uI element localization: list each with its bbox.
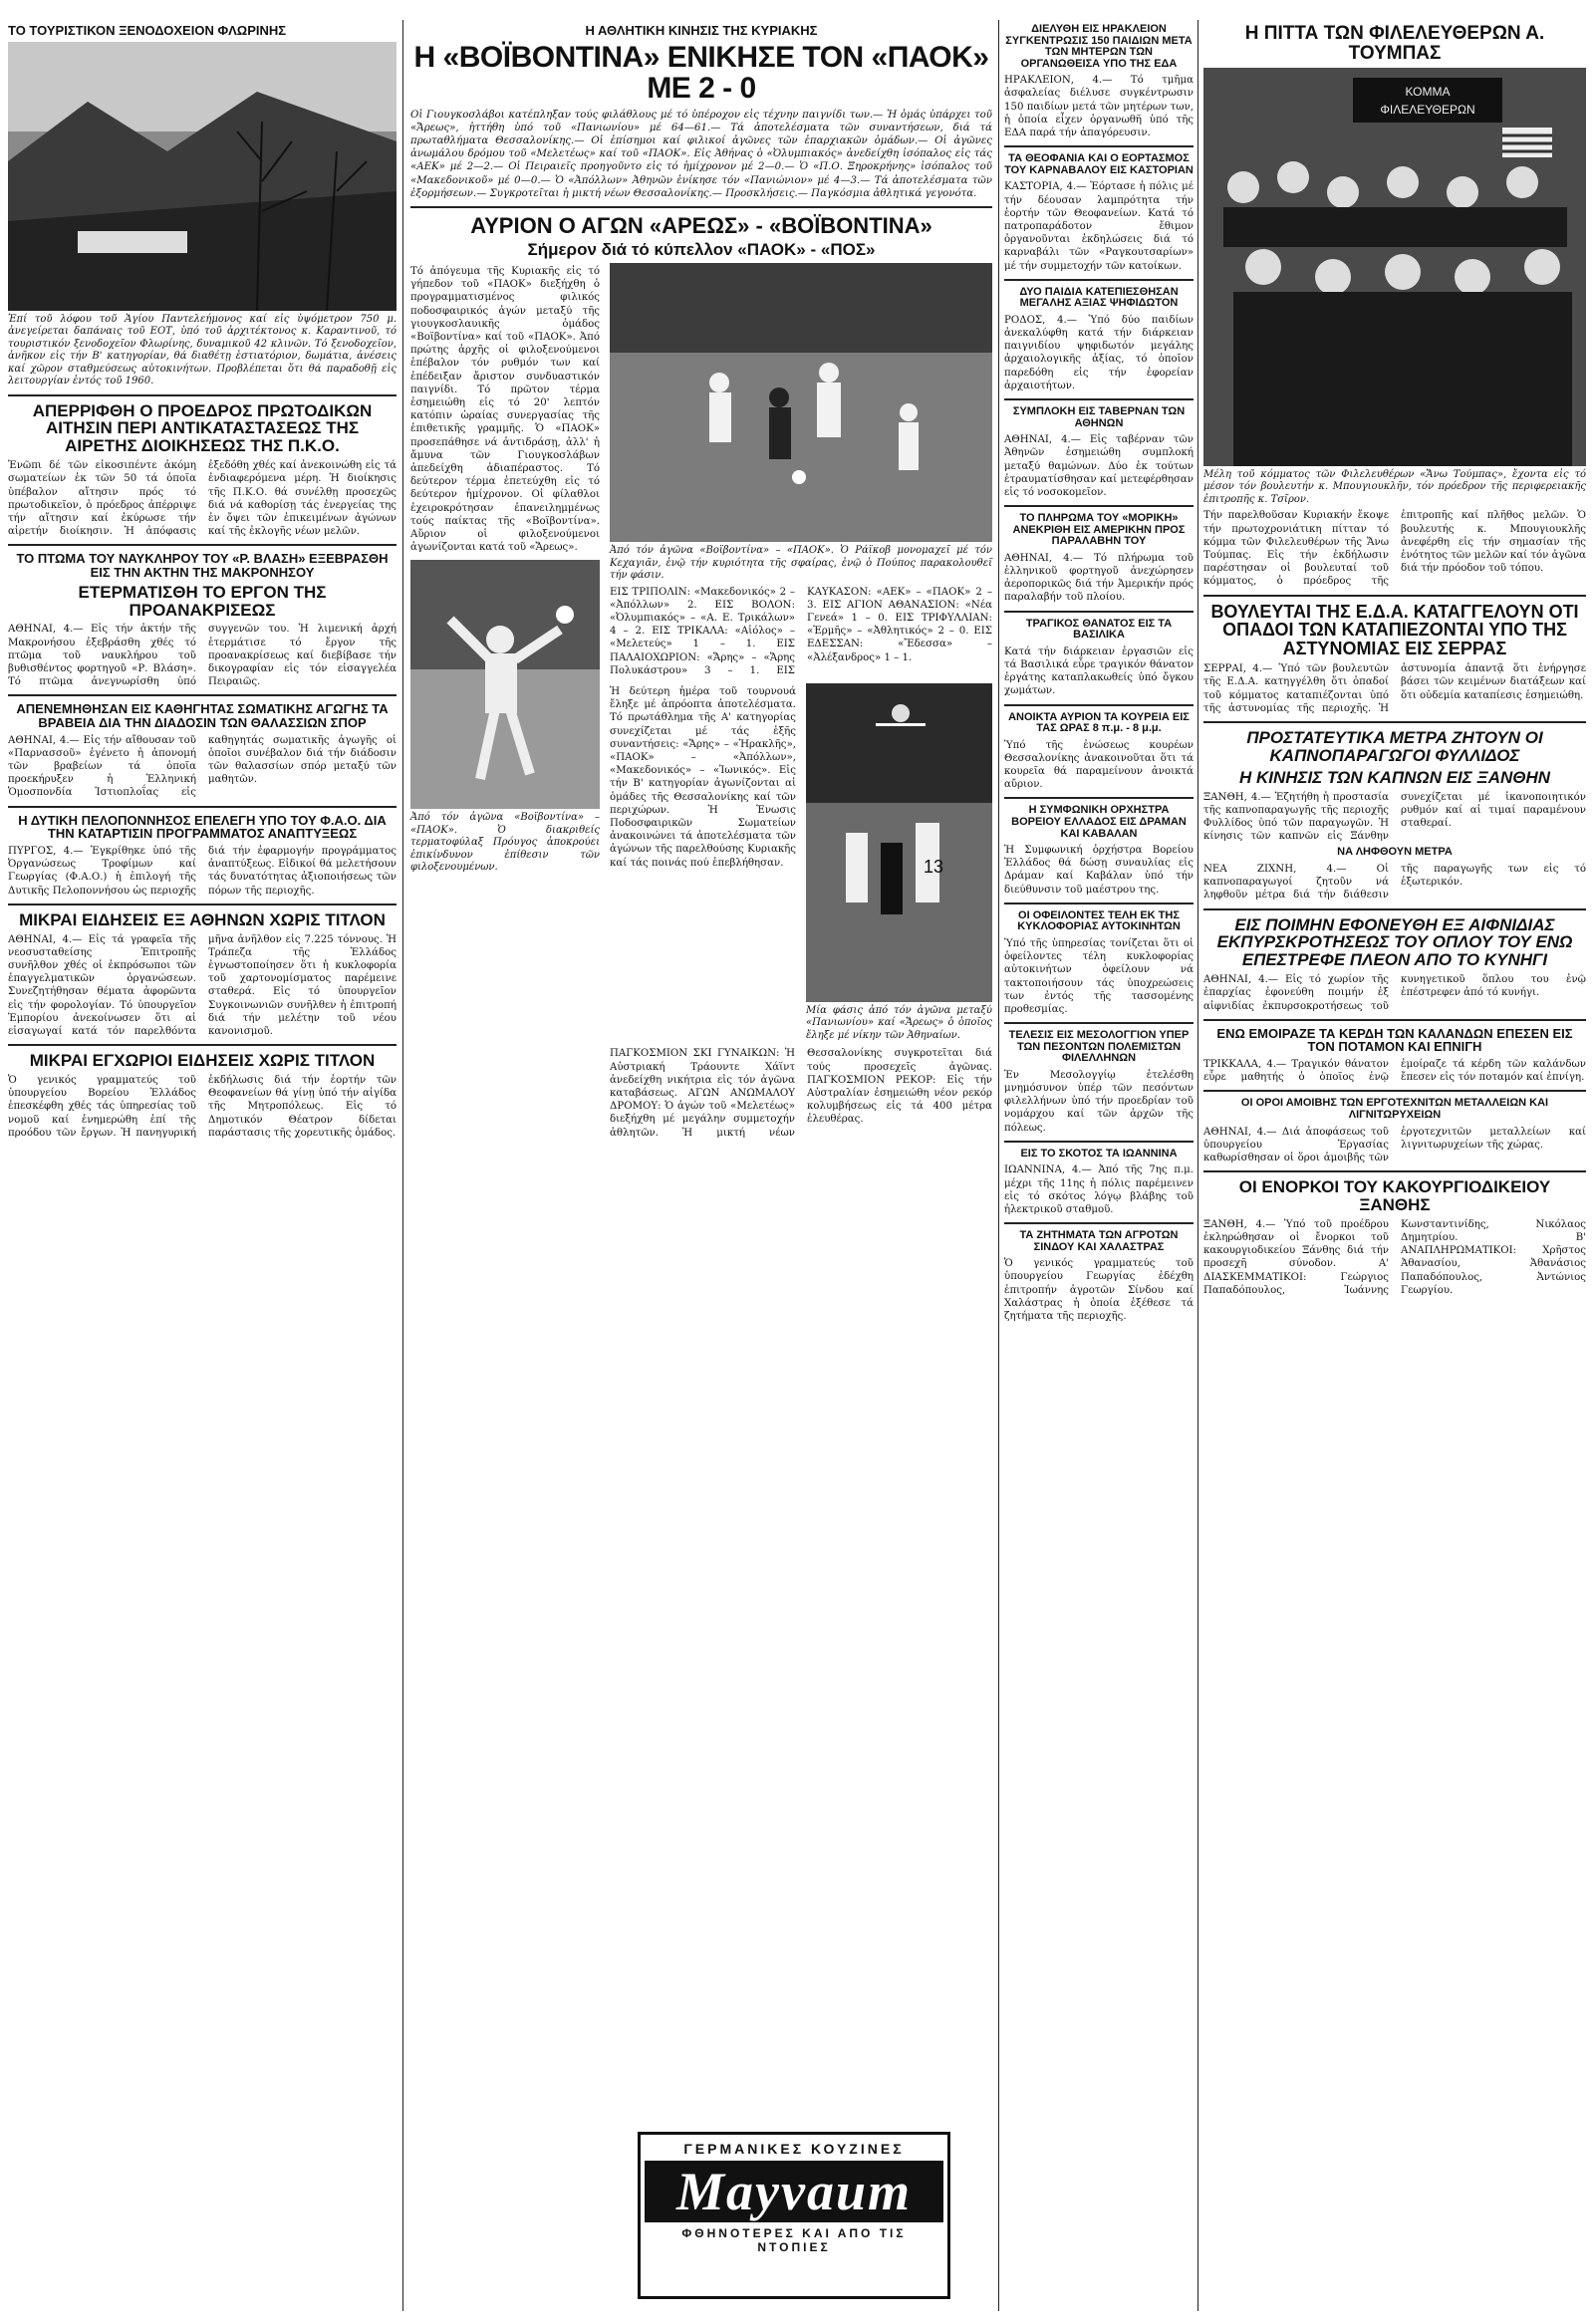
subheadline-investigation: ΕΤΕΡΜΑΤΙΣΘΗ ΤΟ ΕΡΓΟΝ ΤΗΣ ΠΡΟΑΝΑΚΡΙΣΕΩΣ — [78, 582, 327, 620]
article-crew: ΑΘΗΝΑΙ, 4.— Τό πλήρωμα τοῦ ἑλληνικοῦ φορτηγοῦ ἀνεχώρησεν ἀεροπορικῶς διά τήν Ἀμερικήν πρός παραλαβήν τοῦ πλοίου. — [1004, 552, 1194, 604]
article-ioannina: ΙΩΑΝΝΙΝΑ, 4.— Ἀπό τῆς 7ης π.μ. μέχρι τῆς 11ης ἡ πόλις παρέμεινεν εἰς τό σκότος λόγῳ βλάβης τοῦ ἠλεκτρικοῦ σταθμοῦ. — [1004, 1164, 1194, 1215]
photo-heading: ΤΟ ΤΟΥΡΙΣΤΙΚΟΝ ΞΕΝΟΔΟΧΕΙΟΝ ΦΛΩΡΙΝΗΣ — [8, 23, 287, 38]
match-photo-caption: Ἀπό τόν ἀγῶνα «Βοϊβοντίνα» – «ΠΑΟΚ». Ὁ Ράϊκοβ μονομαχεῖ μέ τόν Κεχαγιᾶν, ἐνῷ τήν κυριότητα τῆς σφαίρας, ἐνῷ ὁ Πούπος παρακολουθεῖ τήν φάσιν. — [610, 545, 992, 581]
article-mosaic: ΡΟΔΟΣ, 4.— Ὑπό δύο παιδίων ἀνεκαλύφθη κατά τήν διάρκειαν παιγνιδίου ψηφιδωτόν μεγάλης ἀρχαιολογικῆς ἀξίας, τό ὁποῖον παρεδόθη εἰς τήν ἐφορείαν ἀρχαιοτήτων. — [1004, 314, 1194, 391]
headline-jurors: ΟΙ ΕΝΟΡΚΟΙ ΤΟΥ ΚΑΚΟΥΡΓΙΟΔΙΚΕΙΟΥ ΞΑΝΘΗΣ — [1238, 1177, 1551, 1214]
sports-headline: Η «ΒΟΪΒΟΝΤΙΝΑ» ΕΝΙΚΗΣΕ ΤΟΝ «ΠΑΟΚ» ΜΕ 2 - 0 — [413, 40, 989, 106]
column-rule — [998, 20, 999, 2311]
article-tavern: ΑΘΗΝΑΙ, 4.— Εἰς ταβέρναν τῶν Ἀθηνῶν ἐσημειώθη συμπλοκή μεταξύ θαμώνων. Δύο ἐκ τούτων ἐτραυματίσθησαν καί μετεφέρθησαν εἰς τό νοσοκομεῖον. — [1004, 434, 1194, 498]
headline-local-briefs: ΜΙΚΡΑΙ ΕΓΧΩΡΙΟΙ ΕΙΔΗΣΕΙΣ ΧΩΡΙΣ ΤΙΤΛΟΝ — [29, 1051, 376, 1071]
headline-tragic-death: ΤΡΑΓΙΚΟΣ ΘΑΝΑΤΟΣ ΕΙΣ ΤΑ ΒΑΣΙΛΙΚΑ — [1025, 617, 1173, 642]
svg-text:ΚΟΜΜΑ: ΚΟΜΜΑ — [1405, 84, 1451, 99]
article-awards: ΑΘΗΝΑΙ, 4.— Εἰς τήν αἴθουσαν τοῦ «Παρνασσοῦ» ἐγένετο ἡ ἀπονομή τῶν βραβείων τά ὁποῖα προεκήρυξεν ἡ Ἑλληνική Ὁμοσπονδία Ἱστιοπλοΐας εἰς καθηγητάς σωματικῆς ἀγωγῆς οἱ ὁποῖοι συνέβαλον διά τήν διάδοσιν τῶν θαλασσίων σπόρ μεταξύ τῶν μαθητῶν. — [8, 734, 397, 799]
column-rule — [1197, 20, 1198, 2311]
headline-body-found: ΤΟ ΠΤΩΜΑ ΤΟΥ ΝΑΥΚΛΗΡΟΥ ΤΟΥ «Ρ. ΒΛΑΣΗ» ΕΞΕΒΡΑΣΘΗ ΕΙΣ ΤΗΝ ΑΚΤΗΝ ΤΗΣ ΜΑΚΡΟΝΗΣΟΥ — [16, 551, 389, 581]
article-river: ΤΡΙΚΚΑΛΑ, 4.— Τραγικόν θάνατον εὗρε μαθητής ὁ ὁποῖος ἐνῷ ἐμοίραζε τά κέρδη τῶν καλάνδων ἔπεσεν εἰς τόν ποταμόν καί ἐπνίγη. — [1203, 1059, 1586, 1084]
party-photo — [1203, 68, 1586, 466]
column-rule — [402, 20, 403, 2311]
svg-text:13: 13 — [924, 856, 944, 877]
match-photo — [610, 263, 992, 542]
sports-article-c: ΠΑΓΚΟΣΜΙΟΝ ΣΚΙ ΓΥΝΑΙΚΩΝ: Ἡ Αὐστριακή Τράουντε Χάϊντ ἀνεδείχθη νικήτρια εἰς τόν ἀγῶνα καταβάσεως. ΑΓΩΝ ΑΝΩΜΑΛΟΥ ΔΡΟΜΟΥ: Ὁ ἀγών τοῦ «Μελετέως» διεξήχθη μέ μεγάλην συμμετοχήν ἀθλητῶν. Ἡ μικτή νέων Θεσσαλονίκης συγκροτεῖται διά τούς προσεχεῖς ἀγῶνας. ΠΑΓΚΟΣΜΙΟΝ ΡΕΚΟΡ: Εἰς τήν Αὐστραλίαν ἐσημειώθη νέον ρεκόρ κολυμβήσεως εἰς τά 400 μέτρα ἐλευθέρας. — [610, 1048, 992, 1139]
sports-kicker: Η ΑΘΛΗΤΙΚΗ ΚΙΝΗΣΙΣ ΤΗΣ ΚΥΡΙΑΚΗΣ — [585, 23, 818, 38]
article-shepherd: ΑΘΗΝΑΙ, 4.— Εἰς τό χωρίον τῆς ἐπαρχίας ἐφονεύθη ποιμήν ἐξ αἰφνιδίας ἐκπυρσοκροτήσεως τοῦ κυνηγετικοῦ ὅπλου του ἐνῷ ἐπέστρεφεν ἀπό τό κυνήγι. — [1203, 974, 1586, 1012]
article-jurors: ΞΑΝΘΗ, 4.— Ὑπό τοῦ προέδρου ἐκληρώθησαν οἱ ἔνορκοι τοῦ κακουργιοδικείου Ξάνθης διά τήν προσεχῆ σύνοδον. Α' ΔΙΑΣΚΕΜΜΑΤΙΚΟΙ: Γεώργιος Παπαδόπουλος, Ἰωάννης Κωνσταντινίδης, Νικόλαος Δημητρίου. Β' ΑΝΑΠΛΗΡΩΜΑΤΙΚΟΙ: Χρῆστος Ἀθανασίου, Ἀθανάσιος Παπαδόπουλος, Ἀντώνιος Γεωργίου. — [1203, 1218, 1586, 1296]
headline-barbers: ΑΝΟΙΚΤΑ ΑΥΡΙΟΝ ΤΑ ΚΟΥΡΕΙΑ ΕΙΣ ΤΑΣ ΩΡΑΣ 8 π.μ. - 8 μ.μ. — [1008, 710, 1190, 735]
goalkeeper-photo-caption: Ἀπό τόν ἀγῶνα «Βοϊβοντίνα» – «ΠΑΟΚ». Ὁ διακριθείς τερματοφύλαξ Πρόυγος ἀποκρούει ἐπικίνδυνον ἐπίθεσιν τῶν φιλοξενουμένων. — [410, 812, 600, 874]
headline-heraklion: ΔΙΕΛΥΘΗ ΕΙΣ ΗΡΑΚΛΕΙΟΝ ΣΥΓΚΕΝΤΡΩΣΙΣ 150 ΠΑΙΔΙΩΝ ΜΕΤΑ ΤΩΝ ΜΗΤΕΡΩΝ ΤΩΝ ΟΡΓΑΝΩΘΕΙΣΑ ΥΠΟ ΤΗΣ ΕΔΑ — [1005, 23, 1193, 70]
article-farmers: Ὁ γενικός γραμματεύς τοῦ ὑπουργείου Γεωργίας ἐδέχθη ἐπιτροπήν ἀγροτῶν Σίνδου καί Χαλάστρας ἡ ὁποία ἐξέθεσε τά ζητήματα τῆς περιοχῆς. — [1004, 1258, 1194, 1323]
article-measures: ΝΕΑ ΖΙΧΝΗ, 4.— Οἱ καπνοπαραγωγοί ζητοῦν νά ληφθοῦν μέτρα διά τήν διάθεσιν τῆς παραγωγῆς των εἰς τό ἐξωτερικόν. — [1203, 863, 1586, 902]
svg-text:ΦΙΛΕΛΕΥΘΕΡΩΝ: ΦΙΛΕΛΕΥΘΕΡΩΝ — [1380, 102, 1475, 117]
article-heraklion: ΗΡΑΚΛΕΙΟΝ, 4.— Τό τμῆμα ἀσφαλείας διέλυσε συγκέντρωσιν 150 παιδίων μετά τῶν μητέρων των, ἡ ὁποία εἶχεν ὀργανωθῆ ὑπό τῆς ΕΔΑ παρά τήν ἀπαγόρευσιν. — [1004, 75, 1194, 138]
article-athens-briefs: ΑΘΗΝΑΙ, 4.— Εἰς τά γραφεῖα τῆς νεοσυσταθείσης Ἐπιτροπῆς συνῆλθον χθές οἱ ἐκπρόσωποι τῶν ἐπαγγελματικῶν ὀργανώσεων. Συνεζητήθησαν θέματα ἀφορῶντα εἰς τήν φορολογίαν. Τό ὑπουργεῖον Ἐμπορίου ἀνεκοίνωσεν ὅτι αἱ εἰσαγωγαί κατά τόν παρελθόντα μῆνα ἀνῆλθον εἰς 7.225 τόννους. Ἡ Τράπεζα τῆς Ἑλλάδος ἐγνωστοποίησεν ὅτι ἡ κυκλοφορία τοῦ χαρτονομίσματος παρέμεινε σταθερά. Εἰς τό ὑπουργεῖον Συγκοινωνιῶν συνῆλθεν ἡ ἐπιτροπή διά τήν μελέτην τοῦ νέου κανονισμοῦ. — [8, 933, 397, 1038]
article-mesolonghi: Ἐν Μεσολογγίῳ ἐτελέσθη μνημόσυνον ὑπέρ τῶν πεσόντων φιλελλήνων ὑπό τήν προεδρίαν τοῦ νομάρχου καί τῶν ἀρχῶν τῆς πόλεως. — [1004, 1069, 1194, 1134]
headline-pitta: Η ΠΙΤΤΑ ΤΩΝ ΦΙΛΕΛΕΥΘΕΡΩΝ Α. ΤΟΥΜΠΑΣ — [1244, 23, 1545, 64]
sports-lede: Οἱ Γιουγκοσλάβοι κατέπληξαν τούς φιλάθλους μέ τό ὑπέροχον εἰς τέχνην παιγνίδι των.— Ἡ ὁμάς ὑπάρχει τοῦ «Ἄρεως», ἡττήθη ὑπό τοῦ «Πανιωνίου» μέ 64—61.— Τά ἀποτελέσματα τῶν συναντήσεων, διά τά πρωταθλήματα Θεσσαλονίκης.— Οἱ ἐπίσημοι καί φιλικοί ἀγῶνες τῶν ἐπαρχιακῶν ὁμάδων.— Οἱ ἀγῶνες ἀνωμάλου δρόμου τοῦ «Μελετέως» καί τοῦ «ΠΑΟΚ». Εἰς Ἀθήνας ὁ «Ὀλυμπιακός» ἀνεδείχθη ἰσόπαλος εἰς τάς «ΑΕΚ» μέ 2—2.— Οἱ Πειραιεῖς προηγοῦντο εἰς τό ἡμίχρονον μέ 2—0.— Ὁ «Π.Ο. Ξηροκρήνης» ἰσόπαλος τοῦ «Μακεδονικοῦ» μέ 0—0.— Ὁ «Ἀπόλλων» Ἀθηνῶν ἐνίκησε τόν «Πανιώνιον» μέ 4—3.— Τά ἀποτελέσματα τῶν ἐξορμήσεων.— Συγκροτεῖται ἡ μικτή νέων Θεσσαλονίκης.— Προσκλήσεις.— Παγκόσμια ἀθλητικά γεγονότα. — [410, 109, 992, 199]
sports-deck: Σήμερον διά τό κύπελλον «ΠΑΟΚ» - «ΠΟΣ» — [527, 240, 876, 260]
headline-fao: Η ΔΥΤΙΚΗ ΠΕΛΟΠΟΝΝΗΣΟΣ ΕΠΕΛΕΓΗ ΥΠΟ ΤΟΥ Φ.Α.Ο. ΔΙΑ ΤΗΝ ΚΑΤΑΡΤΙΣΙΝ ΠΡΟΓΡΑΜΜΑΤΟΣ ΑΝΑΠΤΥΞΕΩΣ — [18, 812, 387, 842]
article-body-found: ΑΘΗΝΑΙ, 4.— Εἰς τήν ἀκτήν τῆς Μακρονήσου ἐξεβράσθη χθές τό πτῶμα τοῦ ναυκλήρου τοῦ βυθισθέντος φορτηγοῦ «Ρ. Βλάση». Τό πτῶμα ἀνεγνωρίσθη ὑπό συγγενῶν του. Ἡ λιμενική ἀρχή ἐτερμάτισε τό ἔργον τῆς προανακρίσεως καί διεβίβασε τήν δικογραφίαν εἰς τόν εἰσαγγελέα Πειραιῶς. — [8, 624, 397, 688]
hotel-photo-caption: Ἐπί τοῦ λόφου τοῦ Ἁγίου Παντελεήμονος καί εἰς ὑψόμετρον 750 μ. ἀνεγείρεται δαπάναις τοῦ ΕΟΤ, ὑπό τοῦ ἀρχιτέκτονος κ. Καραντινοῦ, τό τουριστικόν ξενοδοχεῖον Φλωρίνης, δυναμικοῦ 42 κλινῶν. Τό ξενοδοχεῖον, ἀνῆκον εἰς τήν Β' κατηγορίαν, θά διαθέτῃ ἑστιατόριον, δωμάτια, ἀνέσεις καί χῶρον σταθμεύσεως αὐτοκινήτων. Προβλέπεται ὅτι θά παραδοθῇ εἰς λειτουργίαν ἐντός τοῦ 1960. — [8, 313, 397, 387]
article-road-tax: Ὑπό τῆς ὑπηρεσίας τονίζεται ὅτι οἱ ὀφείλοντες τέλη κυκλοφορίας αὐτοκινήτων ὀφείλουν νά τακτοποιήσουν τάς ὑποχρεώσεις των ἐντός τῆς τασσομένης προθεσμίας. — [1004, 937, 1194, 1015]
headline-tavern: ΣΥΜΠΛΟΚΗ ΕΙΣ ΤΑΒΕΡΝΑΝ ΤΩΝ ΑΘΗΝΩΝ — [1012, 405, 1186, 429]
headline-court: ΑΠΕΡΡΙΦΘΗ Ο ΠΡΟΕΔΡΟΣ ΠΡΩΤΟΔΙΚΩΝ ΑΙΤΗΣΙΝ ΠΕΡΙ ΑΝΤΙΚΑΤΑΣΤΑΣΕΩΣ ΤΗΣ ΑΙΡΕΤΗΣ ΔΙΟΙΚΗΣΕΩΣ ΤΗΣ Π.Κ.Ο. — [32, 400, 373, 456]
article-orchestra: Ἡ Συμφωνική ὀρχήστρα Βορείου Ἑλλάδος θά δώσῃ συναυλίας εἰς Δράμαν καί Καβάλαν ὑπό τήν διεύθυνσιν τοῦ μαέστρου της. — [1004, 845, 1194, 896]
article-miners: ΑΘΗΝΑΙ, 4.— Διά ἀποφάσεως τοῦ ὑπουργείου Ἐργασίας καθωρίσθησαν οἱ ὅροι ἀμοιβῆς τῶν ἐργοτεχνιτῶν μεταλλείων καί λιγνιτωρυχείων τῆς χώρας. — [1203, 1126, 1586, 1163]
hotel-photo — [8, 42, 397, 311]
headline-mosaic: ΔΥΟ ΠΑΙΔΙΑ ΚΑΤΕΠΙΕΣΘΗΣΑΝ ΜΕΓΑΛΗΣ ΑΞΙΑΣ ΨΗΦΙΔΩΤΟΝ — [1019, 285, 1179, 310]
ad-top-line: ΓΕΡΜΑΝΙΚΕΣ ΚΟΥΖΙΝΕΣ — [683, 2141, 905, 2157]
headline-measures: ΝΑ ΛΗΦΘΟΥΝ ΜΕΤΡΑ — [1337, 846, 1453, 859]
headline-mesolonghi: ΤΕΛΕΣΙΣ ΕΙΣ ΜΕΣΟΛΟΓΓΙΟΝ ΥΠΕΡ ΤΩΝ ΠΕΣΟΝΤΩΝ ΠΟΛΕΜΙΣΤΩΝ ΦΙΛΕΛΛΗΝΩΝ — [1008, 1029, 1190, 1065]
sports-article-a: Τό ἀπόγευμα τῆς Κυριακῆς εἰς τό γήπεδον τοῦ «ΠΑΟΚ» διεξήχθη ὁ προγραμματισμένος φιλικός ποδοσφαιρικός ἀγών μεταξύ τῆς γιουγκοσλαυικῆς ὁμάδος «Βοϊβοντίνα» καί τοῦ «ΠΑΟΚ». Ἀπό πρώτης ἀρχῆς οἱ φιλοξενούμενοι ἐπέβαλον τόν ρυθμόν των καί ἐπέδειξαν ἄριστον συνδυαστικόν παιγνίδι. Τό πρῶτον τέρμα ἐσημειώθη εἰς τό 20' λεπτόν κατόπιν ὡραίας συνεργασίας τῆς ἐπιθετικῆς γραμμῆς. Ὁ «ΠΑΟΚ» προσεπάθησε νά ἀντιδράσῃ, ἀλλ' ἡ ἄμυνα τῶν Γιουγκοσλάβων ἀπεδείχθη ἀδιαπέραστος. Τό δεύτερον τέρμα ἐπετεύχθη εἰς τό δεύτερον ἡμίχρονον. Οἱ φίλαθλοι ἐχειροκρότησαν ἐπανειλημμένως τούς παίκτας τῆς «Βοϊβοντίνα». Αὔριον οἱ φιλοξενούμενοι ἀγωνίζονται κατά τοῦ «Ἄρεως». — [410, 266, 600, 554]
article-court: Ἐνῶπι δέ τῶν εἰκοσιπέντε ἀκόμη σωματείων ἐκ τῶν 50 τά ὁποῖα ὑπέβαλον αἴτησιν πρός τό πρωτοδικεῖον, ὁ πρόεδρος ἀπέρριψε τήν αἴτησιν καί ἐκύρωσε τήν αἱρετήν διοίκησιν. Ἡ ἀπόφασις ἐξεδόθη χθές καί ἀνεκοινώθη εἰς τά ἐνδιαφερόμενα μέρη. Ἡ διοίκησις τῆς Π.Κ.Ο. θά συνέλθῃ προσεχῶς διά νά καθορίσῃ τάς ἐνεργείας της ἐν ὄψει τῶν ἐπικειμένων ἀγώνων καί τῆς ἐκλογῆς νέων μελῶν. — [8, 460, 397, 538]
article-tragic-death: Κατά τήν διάρκειαν ἐργασιῶν εἰς τά Βασιλικά εὗρε τραγικόν θάνατον ἐργάτης καταπλακωθείς ὑπό ὄγκου χωμάτων. — [1004, 646, 1194, 697]
article-fao: ΠΥΡΓΟΣ, 4.— Ἐγκρίθηκε ὑπό τῆς Ὀργανώσεως Τροφίμων καί Γεωργίας (Φ.Α.Ο.) ἡ ἐπιλογή τῆς Δυτικῆς Πελοποννήσου ὡς περιοχῆς διά τήν ἐφαρμογήν προγράμματος ἀναπτύξεως. Εἰδικοί θά μελετήσουν τάς δυνατότητας ἀξιοποιήσεως τῶν πόρων τῆς περιοχῆς. — [8, 845, 397, 897]
headline-ioannina: ΕΙΣ ΤΟ ΣΚΟΤΟΣ ΤΑ ΙΩΑΝΝΙΝΑ — [1020, 1147, 1178, 1160]
basketball-photo-caption: Μία φάσις ἀπό τόν ἀγῶνα μεταξύ «Πανιωνίου» καί «Ἄρεως» ὁ ὁποῖος ἔληξε μέ νίκην τῶν Ἀθηναίων. — [806, 1004, 992, 1041]
goalkeeper-photo — [410, 560, 600, 809]
headline-road-tax: ΟΙ ΟΦΕΙΛΟΝΤΕΣ ΤΕΛΗ ΕΚ ΤΗΣ ΚΥΚΛΟΦΟΡΙΑΣ ΑΥΤΟΚΙΝΗΤΩΝ — [1017, 908, 1181, 933]
headline-river: ΕΝΩ ΕΜΟΙΡΑΖΕ ΤΑ ΚΕΡΔΗ ΤΩΝ ΚΑΛΑΝΔΩΝ ΕΠΕΣΕΝ ΕΙΣ ΤΟΝ ΠΟΤΑΜΟΝ ΚΑΙ ΕΠΝΙΓΗ — [1216, 1025, 1573, 1055]
headline-miners: ΟΙ ΟΡΟΙ ΑΜΟΙΒΗΣ ΤΩΝ ΕΡΓΟΤΕΧΝΙΤΩΝ ΜΕΤΑΛΛΕΙΩΝ ΚΑΙ ΛΙΓΝΙΤΩΡΥΧΕΙΩΝ — [1240, 1097, 1549, 1121]
column-left — [8, 20, 397, 1142]
subheadline-tobacco-xanthi: Η ΚΙΝΗΣΙΣ ΤΩΝ ΚΑΠΝΩΝ ΕΙΣ ΞΑΝΘΗΝ — [1238, 767, 1551, 787]
headline-awards: ΑΠΕΝΕΜΗΘΗΣΑΝ ΕΙΣ ΚΑΘΗΓΗΤΑΣ ΣΩΜΑΤΙΚΗΣ ΑΓΩΓΗΣ ΤΑ ΒΡΑΒΕΙΑ ΔΙΑ ΤΗΝ ΔΙΑΔΟΣΙΝ ΤΩΝ ΘΑΛΑΣΣΙΩΝ ΣΠΟΡ — [16, 701, 389, 731]
headline-shepherd: ΕΙΣ ΠΟΙΜΗΝ ΕΦΟΝΕΥΘΗ ΕΞ ΑΙΦΝΙΔΙΑΣ ΕΚΠΥΡΣΚΡΟΤΗΣΕΩΣ ΤΟΥ ΟΠΛΟΥ ΤΟΥ ΕΝΩ ΕΠΕΣΤΡΕΦΕ ΠΛΕΟΝ ΑΠΟ ΤΟ ΚΥΝΗΓΙ — [1216, 914, 1573, 970]
sports-subheadline: ΑΥΡΙΟΝ Ο ΑΓΩΝ «ΑΡΕΩΣ» - «ΒΟΪΒΟΝΤΙΝΑ» — [470, 213, 932, 239]
column-right — [1203, 20, 1586, 1299]
article-local-briefs: Ὁ γενικός γραμματεύς τοῦ ὑπουργείου Βορείου Ἑλλάδος ἐπεσκέφθη χθές τάς ὑπηρεσίας τοῦ νομοῦ καί ἐνημερώθη ἐπί τῆς προόδου τῶν ἔργων. Ἡ πανηγυρική ἐκδήλωσις διά τήν ἑορτήν τῶν Θεοφανείων θά γίνῃ ὑπό τήν αἰγίδα τῆς Μητροπόλεως. Εἰς τό Δημοτικόν Θέατρον δίδεται παράστασις τῆς χορευτικῆς ὁμάδος. — [8, 1075, 397, 1139]
column-sports — [410, 20, 992, 1142]
ad-brand-logo: Mayvaum — [645, 2161, 943, 2222]
headline-athens-briefs: ΜΙΚΡΑΙ ΕΙΔΗΣΕΙΣ ΕΞ ΑΘΗΝΩΝ ΧΩΡΙΣ ΤΙΤΛΟΝ — [19, 909, 386, 929]
article-pitta: Τήν παρελθοῦσαν Κυριακήν ἔκοψε τήν πρωτοχρονιάτικη πίτταν τό κόμμα τῶν Φιλελευθέρων τῆς Ἄνω Τούμπας. Εἰς τήν ἐκδήλωσιν παρέστησαν οἱ βουλευταί τοῦ κόμματος, ὁ πρόεδρος τῆς ἐπιτροπῆς καί πλῆθος μελῶν. Ὁ βουλευτής κ. Μπουγιουκλῆς ἀνεφέρθη εἰς τήν σημασίαν τῆς ἑνότητος τῶν μελῶν καί τόν ἀγῶνα διά τήν πρόοδον τοῦ τόπου. — [1203, 510, 1586, 588]
party-photo-caption: Μέλη τοῦ κόμματος τῶν Φιλελευθέρων «Ἄνω Τούμπας», ἔχοντα εἰς τό μέσον τόν βουλευτήν κ. Μπουγιουκλῆν, τόν πρόεδρον τῆς περιφερειακῆς ἐπιτροπῆς κ. Τσῖρον. — [1203, 468, 1586, 505]
article-tobacco: ΞΑΝΘΗ, 4.— Ἐζητήθη ἡ προστασία τῆς καπνοπαραγωγῆς τῆς περιοχῆς Φυλλίδος ὑπό τῶν παραγωγῶν. Ἡ κίνησις τῶν καπνῶν εἰς Ξάνθην συνεχίζεται μέ ἱκανοποιητικόν ρυθμόν καί αἱ τιμαί παραμένουν σταθεραί. — [1203, 791, 1586, 843]
headline-kastoria: ΤΑ ΘΕΟΦΑΝΙΑ ΚΑΙ Ο ΕΟΡΤΑΣΜΟΣ ΤΟΥ ΚΑΡΝΑΒΑΛΟΥ ΕΙΣ ΚΑΣΤΟΡΙΑΝ — [1004, 152, 1194, 176]
headline-orchestra: Η ΣΥΜΦΩΝΙΚΗ ΟΡΧΗΣΤΡΑ ΒΟΡΕΙΟΥ ΕΛΛΑΔΟΣ ΕΙΣ ΔΡΑΜΑΝ ΚΑΙ ΚΑΒΑΛΑΝ — [1011, 804, 1187, 840]
headline-farmers: ΤΑ ΖΗΤΗΜΑΤΑ ΤΩΝ ΑΓΡΟΤΩΝ ΣΙΝΔΟΥ ΚΑΙ ΧΑΛΑΣΤΡΑΣ — [1019, 1229, 1179, 1253]
basketball-photo — [806, 683, 992, 1002]
headline-crew: ΤΟ ΠΛΗΡΩΜΑ ΤΟΥ «ΜΟΡΙΚΗ» ΑΝΕΚΡΙΘΗ ΕΙΣ ΑΜΕΡΙΚΗΝ ΠΡΟΣ ΠΑΡΑΛΑΒΗΝ ΤΟΥ — [1012, 512, 1186, 548]
ad-bottom-line: ΦΘΗΝΟΤΕΡΕΣ ΚΑΙ ΑΠΟ ΤΙΣ ΝΤΟΠΙΕΣ — [681, 2226, 907, 2254]
article-barbers: Ὑπό τῆς ἐνώσεως κουρέων Θεσσαλονίκης ἀνακοινοῦται ὅτι τά κουρεῖα θά παραμείνουν ἀνοικτά αὔριον. — [1004, 739, 1194, 791]
headline-tobacco: ΠΡΟΣΤΑΤΕΥΤΙΚΑ ΜΕΤΡΑ ΖΗΤΟΥΝ ΟΙ ΚΑΠΝΟΠΑΡΑΓΩΓΟΙ ΦΥΛΛΙΔΟΣ — [1246, 728, 1543, 765]
sports-results: ΕΙΣ ΤΡΙΠΟΛΙΝ: «Μακεδονικός» 2 – «Ἀπόλλων» 2. ΕΙΣ ΒΟΛΟΝ: «Ὀλυμπιακός» – «Α. Ε. Τρικάλων» 4 – 2. ΕΙΣ ΤΡΙΚΑΛΑ: «Αἰόλος» – «Μελετεύς» 1 – 1. ΕΙΣ ΠΑΛΑΙΟΧΩΡΙΟΝ: «Ἄρης» – «Ἄρης Πολυκάστρου» 3 – 1. ΕΙΣ ΚΑΥΚΑΣΟΝ: «ΑΕΚ» – «ΠΑΟΚ» 2 – 3. ΕΙΣ ΑΓΙΟΝ ΑΘΑΝΑΣΙΟΝ: «Νέα Γενεά» 1 – 0. ΕΙΣ ΤΡΙΦΥΛΛΙΑΝ: «Ἑρμῆς» – «Ἀθλητικός» 2 – 0. ΕΙΣ ΕΔΕΣΣΑΝ: «Ἔδεσσα» – «Ἀλέξανδρος» 1 – 1. — [610, 586, 992, 676]
headline-eda-serres: ΒΟΥΛΕΥΤΑΙ ΤΗΣ Ε.Δ.Α. ΚΑΤΑΓΓΕΛΟΥΝ ΟΤΙ ΟΠΑΔΟΙ ΤΩΝ ΚΑΤΑΠΙΕΖΟΝΤΑΙ ΥΠΟ ΤΗΣ ΑΣΤΥΝΟΜΙΑΣ ΕΙΣ ΣΕΡΡΑΣ — [1210, 601, 1579, 659]
article-kastoria: ΚΑΣΤΟΡΙΑ, 4.— Ἑόρτασε ἡ πόλις μέ τήν δέουσαν λαμπρότητα τήν ἑορτήν τῶν Θεοφανείων. Κατά τό πατροπαράδοτον ἔθιμον ὀργανοῦνται ἐκδηλώσεις διά τό καρναβάλι τῶν «Ραγκουτσαρίων» μέ τήν συμμετοχήν τῶν κατοίκων. — [1004, 181, 1194, 272]
kitchen-advertisement — [638, 2132, 950, 2299]
column-news — [1004, 20, 1194, 1325]
article-eda-serres: ΣΕΡΡΑΙ, 4.— Ὑπό τῶν βουλευτῶν τῆς Ε.Δ.Α. κατηγγέλθη ὅτι ὀπαδοί τοῦ κόμματος καταπιέζονται ὑπό τῆς ἀστυνομίας τῆς περιοχῆς. Ἡ ἀστυνομία ἀπαντᾷ ὅτι ἐνήργησε βάσει τῶν κειμένων διατάξεων καί ὅτι οὐδεμία καταπίεσις ἐσημειώθη. — [1203, 663, 1586, 714]
sports-article-b: Ἡ δεύτερη ἡμέρα τοῦ τουρνουά ἔληξε μέ ἀπρόοπτα ἀποτελέσματα. Τό πρωτάθλημα τῆς Α' κατηγορίας συνεχίζεται μέ τάς ἑξῆς συναντήσεις: «Ἄρης» – «Ἡρακλῆς», «ΠΑΟΚ» – «Ἀπόλλων», «Μακεδονικός» – «Ἰωνικός». Εἰς τήν Β' κατηγορίαν ἀγωνίζονται αἱ ὁμάδες τῆς Θεσσαλονίκης καί τῶν περιχώρων. Ἡ Ἑνωσις Ποδοσφαιρικῶν Σωματείων ἀνακοινώνει τά ἀποτελέσματα τῶν ἀγώνων τῆς παρελθούσης Κυριακῆς καί τάς ποινάς πού ἐπεβλήθησαν. — [610, 685, 796, 869]
